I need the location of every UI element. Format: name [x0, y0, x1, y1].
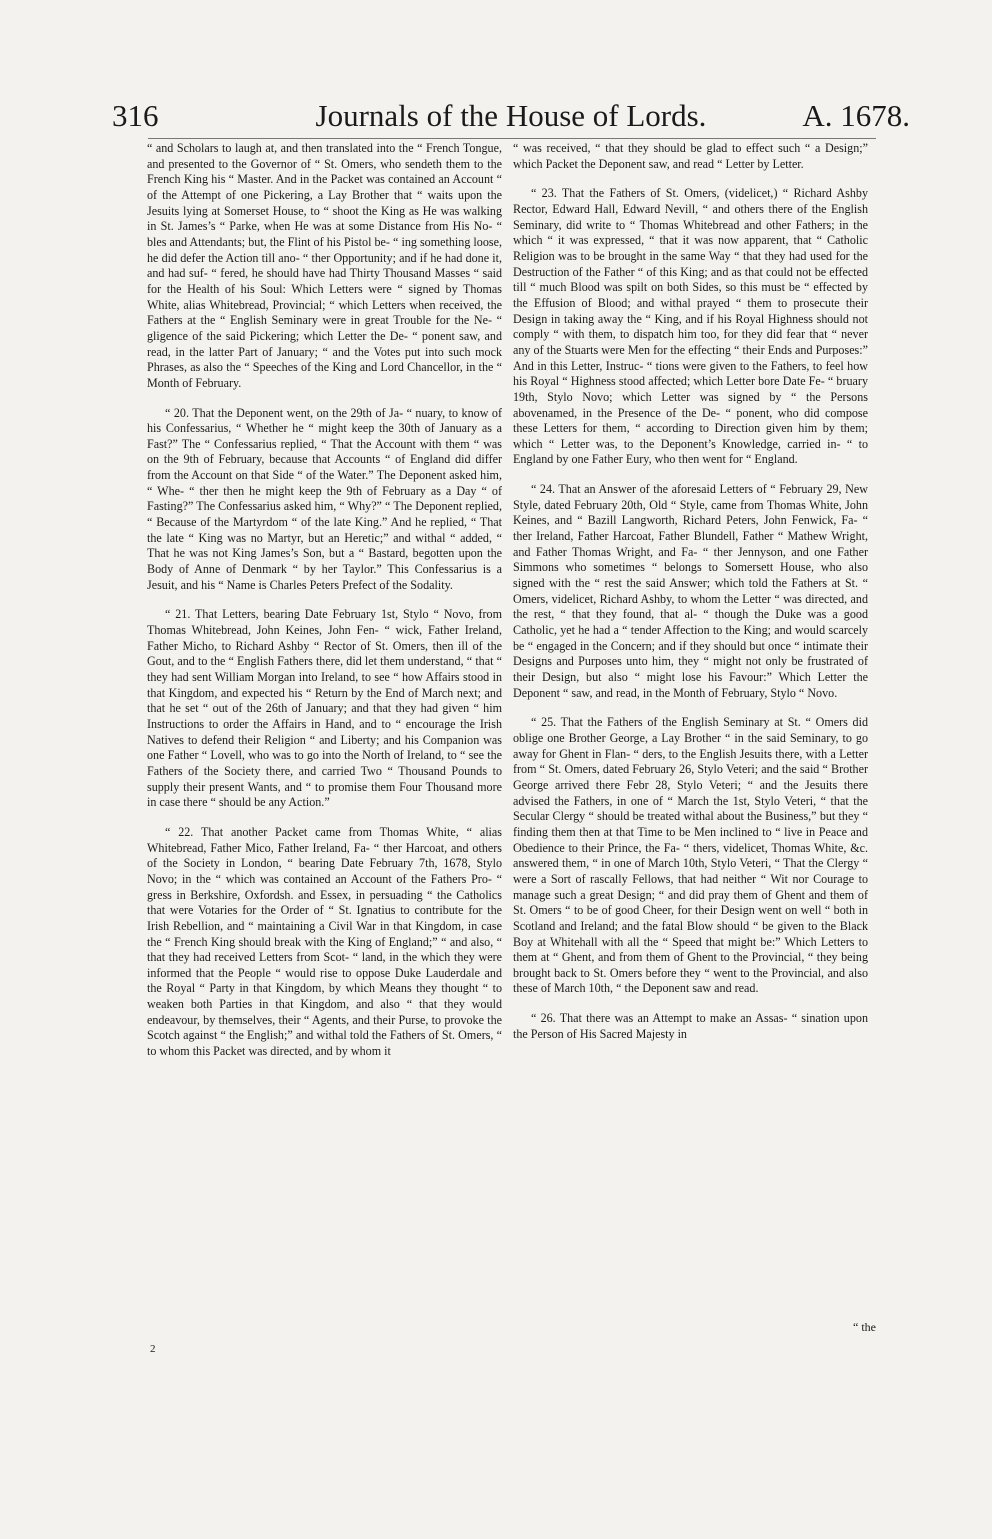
right-column: [513, 141, 868, 1056]
paragraph: “ was received, “ that they should be glad to effect such “ a Design;” which Packet the Deponent saw, and read “ Letter by Letter.: [513, 141, 868, 171]
paragraph: “ 24. That an Answer of the aforesaid Letters of “ February 29, New Style, dated February 20th, Old “ Style, came from Thomas White, John Keines, and “ Bazill Langworth, Richard Peters, John Fenwick, Fa- “ ther Ireland, Father Harcoat, Father Blundell, Father “ Mathew Wright, and Father Thomas Wright, and Fa- “ ther Jennyson, and one Father Simmons who sometimes “ belongs to Somersett House, who also signed with the “ rest the said Answer; which told the Fathers at St. “ Omers, videlicet, Richard Ashby, to whom the Letter “ was directed, and the rest, “ that they found, that al- “ though the Duke was a good Catholic, yet he had a “ tender Affection to the King; and would scarcely be “ engaged in the Concern; and if they should but once “ intimate their Designs and Purposes unto him, they “ might not only be frustrated of their Design, but also “ might lose his Favour:” Which Letter the Deponent “ saw, and read, in the Month of February, Stylo “ Novo.: [513, 482, 868, 700]
page-header: [112, 96, 910, 142]
page-number: 316: [112, 98, 159, 133]
running-title: Journals of the House of Lords.: [315, 98, 707, 133]
signature-mark: 2: [150, 1343, 162, 1355]
left-column: [147, 141, 502, 1074]
running-year: A. 1678.: [802, 98, 910, 133]
catchword: “ the: [853, 1320, 876, 1334]
header-rule: [148, 138, 876, 139]
paragraph: “ 26. That there was an Attempt to make an Assas- “ sination upon the Person of His Sacred Majesty in: [513, 1011, 868, 1041]
paragraph: “ 20. That the Deponent went, on the 29th of Ja- “ nuary, to know of his Confessarius, “ Whether he “ might keep the 30th of January as a Fast?” The “ Confessarius replied, “ That the Account with them “ was on the 9th of February, because that Accounts “ of England did differ from the Account on that Side “ of the Water.” The Deponent asked him, “ Whe- “ ther then he might keep the 9th of February as a Day “ of Fasting?” The Confessarius asked him, “ Why?” “ The Deponent replied, “ Because of the Martyrdom “ of the late King.” And he replied, “ That the late “ King was no Martyr, but an Heretic;” and withal “ added, “ That he was not King James’s Son, but a “ Bastard, begotten upon the Body of Anne of Denmark “ by her Taylor.” This Confessarius is a Jesuit, and his “ Name is Charles Peters Prefect of the Sodality.: [147, 405, 502, 592]
paragraph: “ and Scholars to laugh at, and then translated into the “ French Tongue, and presented to the Governor of “ St. Omers, who sendeth them to the French King his “ Master. And in the Packet was contained an Account “ of the Attempt of one Pickering, a Lay Brother that “ waits upon the Jesuits lying at Somerset House, to “ shoot the King as He was walking in St. James’s “ Parke, when He was at some Distance from His No- “ bles and Attendants; but, the Flint of his Pistol be- “ ing something loose, he did defer the Action till ano- “ ther Opportunity; and if he had done it, and had suf- “ fered, he should have had Thirty Thousand Masses “ said for the Health of his Soul: Which Letters were “ signed by Thomas White, alias Whitebread, Provincial; “ which Letters when received, the Fathers at the “ English Seminary were in great Trouble for the Ne- “ gligence of the said Pickering; which Letter the De- “ ponent saw, and read, in the latter Part of January; “ and the Votes put into such mock Phrases, as also the “ Speeches of the King and Lord Chancellor, in the “ Month of February.: [147, 141, 502, 390]
paragraph: “ 21. That Letters, bearing Date February 1st, Stylo “ Novo, from Thomas Whitebread, John Keines, John Fen- “ wick, Father Ireland, Father Micho, to Richard Ashby “ Rector of St. Omers, then ill of the Gout, and to the “ English Fathers there, did let them understand, “ that “ they had sent William Morgan into Ireland, to see “ how Affairs stood in that Kingdom, and expected his “ Return by the End of March next; and that he set “ out of the 26th of January; and that they had given “ him Instructions to order the Affairs in Hand, and to “ encourage the Irish Natives to defend their Religion “ and Liberty; and his Companion was one Father “ Lovell, who was to go into the North of Ireland, to “ see the Fathers of the Society there, and carried Two “ Thousand Pounds to supply their present Wants, and “ to promise them Four Thousand more in case there “ should be any Action.”: [147, 607, 502, 810]
paragraph: “ 23. That the Fathers of St. Omers, (videlicet,) “ Richard Ashby Rector, Edward Hall, Edward Nevill, “ and others there of the English Seminary, did write to “ Thomas Whitebread and other Fathers; in the which “ it was expressed, “ that it was now apparent, that “ Catholic Religion was to be brought in the same Way “ that they had used for the Destruction of the Father “ of this King; and as that could not be effected till “ much Blood was spilt on both Sides, so this must be “ effected by the Effusion of Blood; and withal prayed “ them to prosecute their Design in taking away the “ King, and if his Royal Highness should not comply “ with them, to dispatch him too, for they did fear that “ never any of the Stuarts were Men for the effecting “ their Ends and Purposes:” And in this Letter, Instruc- “ tions were given to the Fathers, to feel how his Royal “ Highness stood affected; which Letter bore Date Fe- “ bruary 19th, Stylo Novo; which Letter was signed by “ the Persons abovenamed, in the Presence of the De- “ ponent, who did compose these Letters for them, “ according to Direction given him by them; which “ Letter was, to the Deponent’s Knowledge, carried in- “ to England by one Father Eury, who then went for “ England.: [513, 186, 868, 467]
paragraph: “ 25. That the Fathers of the English Seminary at St. “ Omers did oblige one Brother George, a Lay Brother “ in the said Seminary, to go away for Ghent in Flan- “ ders, to the English Jesuits there, with a Letter from “ St. Omers, dated February 26, Stylo Veteri; and the said “ Brother George arrived there Febr 28, Stylo Veteri; “ and the Jesuits there advised the Fathers, in one of “ March the 1st, Stylo Veteri, “ that the Secular Clergy “ should be treated withal about the Business,” but they “ finding them then at that Time to be Men inclined to “ live in Peace and Obedience to their Prince, the Fa- “ thers, videlicet, Thomas White, &c. answered them, “ in one of March 10th, Stylo Veteri, “ That the Clergy “ were a Sort of rascally Fellows, that had neither “ Wit nor Courage to manage such a great Design; “ and did pray them of Ghent and them of St. Omers “ to be of good Cheer, for their Design went on well “ both in Scotland and Ireland; and the fatal Blow should “ be given to the Black Boy at Whitehall with all the “ Speed that might be:” Which Letters to them at “ Ghent, and from them of Ghent to the Provincial, “ they being brought back to St. Omers before they “ went to the Provincial, and also these of March 10th, “ the Deponent saw and read.: [513, 715, 868, 996]
paragraph: “ 22. That another Packet came from Thomas White, “ alias Whitebread, Father Mico, Father Ireland, Fa- “ ther Harcoat, and others of the Society in London, “ bearing Date February 7th, 1678, Stylo Novo; in the “ which was contained an Account of the Fathers Pro- “ gress in Berkshire, Oxfordsh. and Essex, in persuading “ the Catholics that were Votaries for the Order of “ St. Ignatius to contribute for the Irish Rebellion, and “ maintaining a Civil War in that Kingdom, in case the “ French King should break with the King of England;” “ and also, “ that they had received Letters from Scot- “ land, in the which they were informed that the People “ would rise to oppose Duke Lauderdale and the Royal “ Party in that Kingdom, by which Means they thought “ to weaken both Parties in that Kingdom, and also “ that they would endeavour, by themselves, their “ Agents, and their Purse, to provoke the Scotch against “ the English;” and withal told the Fathers of St. Omers, “ to whom this Packet was directed, and by whom it: [147, 824, 502, 1059]
